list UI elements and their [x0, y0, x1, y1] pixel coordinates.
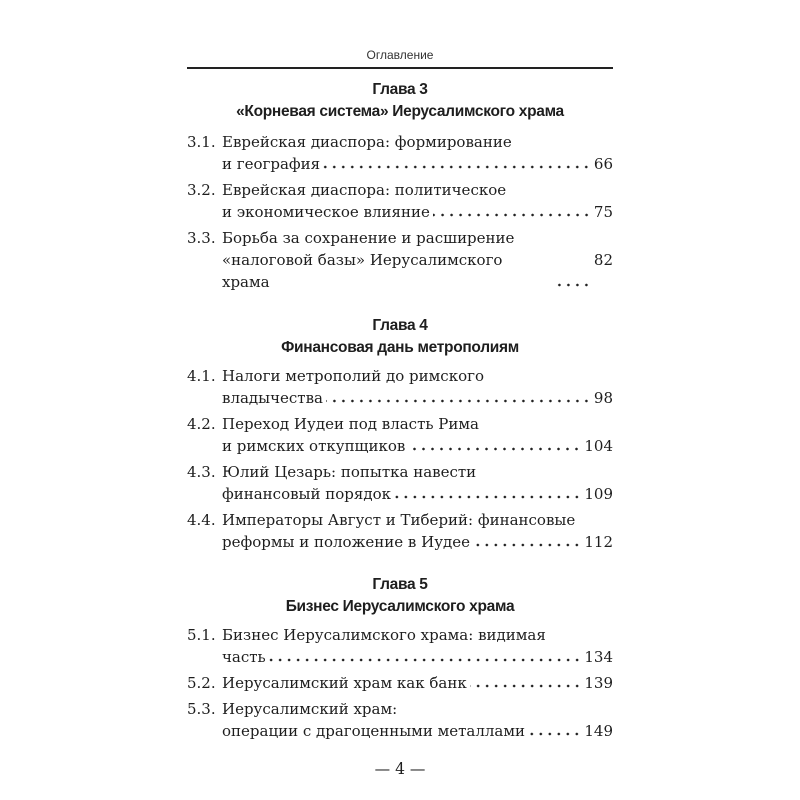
entry-number: 3.2. [187, 181, 216, 199]
entry-number: 5.1. [187, 626, 216, 644]
entry-title-line2: операции с драгоценными металлами [222, 722, 526, 740]
entry-number: 3.3. [187, 229, 216, 247]
toc-entry[interactable] [187, 509, 613, 553]
entry-number: 5.2. [187, 674, 216, 692]
entry-title-line2: «налоговой базы» Иерусалимского храма [222, 251, 503, 291]
entry-page: 104 [584, 437, 613, 455]
dot-leader [408, 441, 581, 451]
entry-title-line2: и география [222, 155, 321, 173]
page-number: — 4 — [374, 760, 426, 778]
chapter-title: «Корневая система» Иерусалимского храма [236, 103, 564, 120]
toc-entry[interactable] [187, 227, 613, 293]
entry-page: 75 [593, 203, 613, 221]
chapter-3 [187, 79, 613, 293]
toc-entry[interactable] [187, 624, 613, 668]
entry-page: 66 [593, 155, 613, 173]
entry-title-line2: владычества [222, 389, 323, 407]
entry-number: 4.4. [187, 511, 216, 529]
entry-title-line2: финансовый порядок [222, 485, 391, 503]
toc-entry[interactable] [187, 672, 613, 694]
chapter-label: Глава 3 [372, 81, 428, 98]
toc-entry[interactable] [187, 131, 613, 175]
entry-title-line1: Еврейская диаспора: формирование [222, 133, 512, 151]
entry-number: 5.3. [187, 700, 216, 718]
entry-title-line1: Императоры Август и Тиберий: финансовые [222, 511, 576, 529]
entry-page: 112 [584, 533, 613, 551]
dot-leader [433, 207, 591, 217]
entry-page: 82 [593, 251, 613, 269]
chapter-title: Финансовая дань метрополиям [281, 339, 519, 356]
entry-title-line1: Бизнес Иерусалимского храма: видимая [222, 626, 546, 644]
entry-page: 98 [593, 389, 613, 407]
chapter-title: Бизнес Иерусалимского храма [285, 598, 515, 615]
entry-title-line2: часть [222, 648, 266, 666]
entry-page: 149 [584, 722, 613, 740]
toc-entry[interactable] [187, 179, 613, 223]
dot-leader [323, 159, 591, 169]
dot-leader [470, 678, 582, 688]
running-head: Оглавление [366, 48, 434, 62]
dot-leader [528, 726, 581, 736]
entry-title-line1: Переход Иудеи под власть Рима [222, 415, 479, 433]
dot-leader [326, 393, 591, 403]
entry-title-line1: Юлий Цезарь: попытка навести [222, 463, 477, 481]
entry-number: 4.1. [187, 367, 216, 385]
chapter-4 [187, 315, 613, 553]
entry-title-line1: Еврейская диаспора: политическое [222, 181, 507, 199]
entry-title-line2: реформы и положение в Иудее [222, 533, 471, 551]
toc-page [187, 0, 613, 800]
entry-title-line2: Иерусалимский храм как банк [222, 674, 467, 692]
entry-title-line2: и экономическое влияние [222, 203, 430, 221]
header-rule [187, 67, 613, 69]
entry-number: 4.3. [187, 463, 216, 481]
entry-page: 109 [584, 485, 613, 503]
toc-entry[interactable] [187, 413, 613, 457]
entry-page: 139 [584, 674, 613, 692]
entry-title-line1: Борьба за сохранение и расширение [222, 229, 515, 247]
dot-leader [555, 277, 591, 287]
entry-title-line1: Налоги метрополий до римского [222, 367, 485, 385]
dot-leader [473, 537, 581, 547]
chapter-label: Глава 4 [372, 317, 428, 334]
toc-entry[interactable] [187, 461, 613, 505]
entry-title-line2: и римских откупщиков [222, 437, 406, 455]
toc-entry[interactable] [187, 698, 613, 742]
chapter-label: Глава 5 [372, 576, 428, 593]
toc-entry[interactable] [187, 365, 613, 409]
chapter-5 [187, 574, 613, 742]
entry-number: 3.1. [187, 133, 216, 151]
dot-leader [269, 652, 582, 662]
dot-leader [394, 489, 581, 499]
entry-title-line1: Иерусалимский храм: [222, 700, 398, 718]
entry-number: 4.2. [187, 415, 216, 433]
entry-page: 134 [584, 648, 613, 666]
